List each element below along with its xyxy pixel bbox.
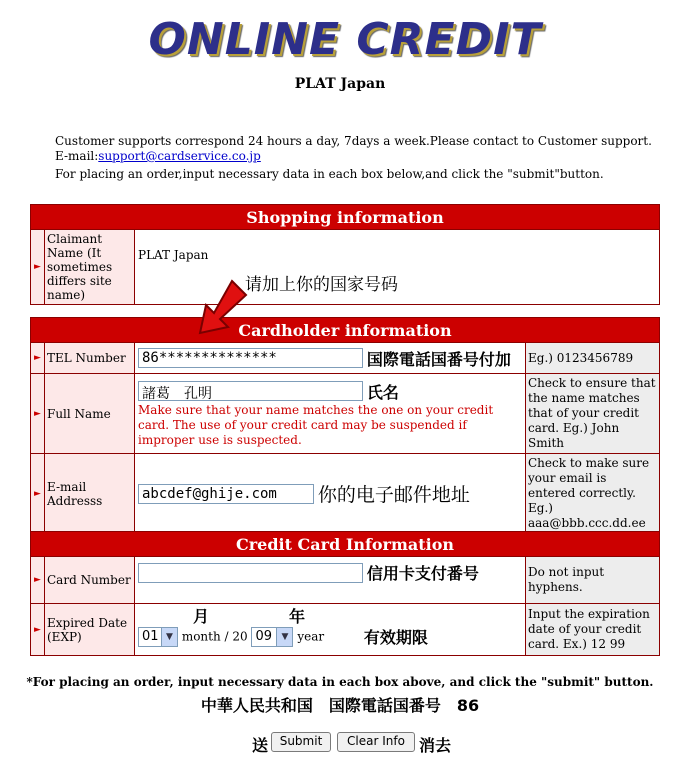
email-address-input[interactable]: abcdef@ghije.com (138, 484, 314, 504)
support-hours-text: Customer supports correspond 24 hours a day, 7days a week.Please contact to Customer support. (55, 134, 652, 148)
country-code-footer-text: 中華人民共和国 国際電話国番号 86 (200, 696, 480, 715)
triangle-marker-icon: ► (31, 454, 45, 534)
cardholder-info-header: Cardholder information (31, 318, 660, 343)
expiration-help-text: Input the expiration date of your credit card. Ex.) 12 99 (526, 604, 660, 656)
card-number-note: 信用卡支付番号 (366, 564, 479, 583)
page-subtitle: PLAT Japan (294, 76, 386, 92)
erase-label: 消去 (419, 736, 452, 755)
full-name-label: Full Name (45, 374, 135, 454)
tel-number-input[interactable]: 86************** (138, 348, 363, 368)
chevron-down-icon[interactable]: ▼ (276, 628, 292, 646)
triangle-marker-icon: ► (31, 343, 45, 374)
card-number-help-text: Do not input hyphens. (526, 557, 660, 604)
cardholder-info-table (30, 317, 660, 534)
triangle-marker-icon: ► (31, 604, 45, 656)
credit-card-info-table (30, 531, 660, 656)
month-unit-text: month / 20 (181, 629, 248, 644)
submit-button[interactable]: Submit (271, 732, 331, 752)
claimant-name-label: Claimant Name (It sometimes differs site name) (45, 230, 135, 305)
expired-date-label: Expired Date (EXP) (45, 604, 135, 656)
chevron-down-icon[interactable]: ▼ (161, 628, 177, 646)
tel-number-label: TEL Number (45, 343, 135, 374)
triangle-marker-icon: ► (31, 374, 45, 454)
online-credit-logo: ONLINE CREDIT (148, 14, 542, 65)
red-arrow-icon (192, 279, 250, 337)
send-label: 送 (252, 736, 269, 755)
email-address-label: E-mail Addresss (45, 454, 135, 534)
triangle-marker-icon: ► (31, 230, 45, 305)
clear-info-button[interactable]: Clear Info (337, 732, 415, 752)
support-email-link[interactable]: support@cardservice.co.jp (98, 149, 261, 163)
year-unit-text: year (297, 629, 325, 644)
expiration-date-note: 有效期限 (363, 628, 428, 647)
full-name-help-text: Check to ensure that the name matches that of your credit card. Eg.) John Smith (526, 374, 660, 454)
exp-year-select[interactable] (251, 627, 293, 647)
card-number-input[interactable] (138, 563, 363, 583)
email-address-note: 你的电子邮件地址 (317, 484, 470, 506)
footer-instruction-text: *For placing an order, input necessary data in each box above, and click the "submit" button. (26, 675, 654, 689)
card-number-label: Card Number (45, 557, 135, 604)
full-name-note: 氏名 (366, 382, 399, 402)
support-email-line (55, 149, 261, 164)
full-name-input[interactable]: 諸葛 孔明 (138, 381, 363, 401)
exp-year-value: 09 (255, 628, 273, 644)
country-code-overlay-note: 请加上你的国家号码 (245, 275, 398, 295)
email-help-text: Check to make sure your email is entered correctly. Eg.) aaa@bbb.ccc.dd.ee (526, 454, 660, 534)
year-cjk-label: 年 (289, 607, 306, 626)
claimant-name-value: PLAT Japan (135, 230, 660, 305)
shopping-info-header: Shopping information (31, 205, 660, 230)
tel-country-code-note: 国際電話国番号付加 (366, 349, 511, 369)
month-cjk-label: 月 (193, 607, 210, 626)
email-prefix-label: E-mail: (55, 149, 99, 163)
credit-card-info-header: Credit Card Information (31, 532, 660, 557)
triangle-marker-icon: ► (31, 557, 45, 604)
exp-month-select[interactable] (138, 627, 178, 647)
tel-example-text: Eg.) 0123456789 (526, 343, 660, 374)
exp-month-value: 01 (142, 628, 159, 644)
order-instructions-text: For placing an order,input necessary data in each box below,and click the "submit"button. (55, 167, 604, 181)
name-mismatch-warning: Make sure that your name matches the one on your credit card. The use of your credit card may be suspended if improper use is suspected. (138, 402, 494, 447)
